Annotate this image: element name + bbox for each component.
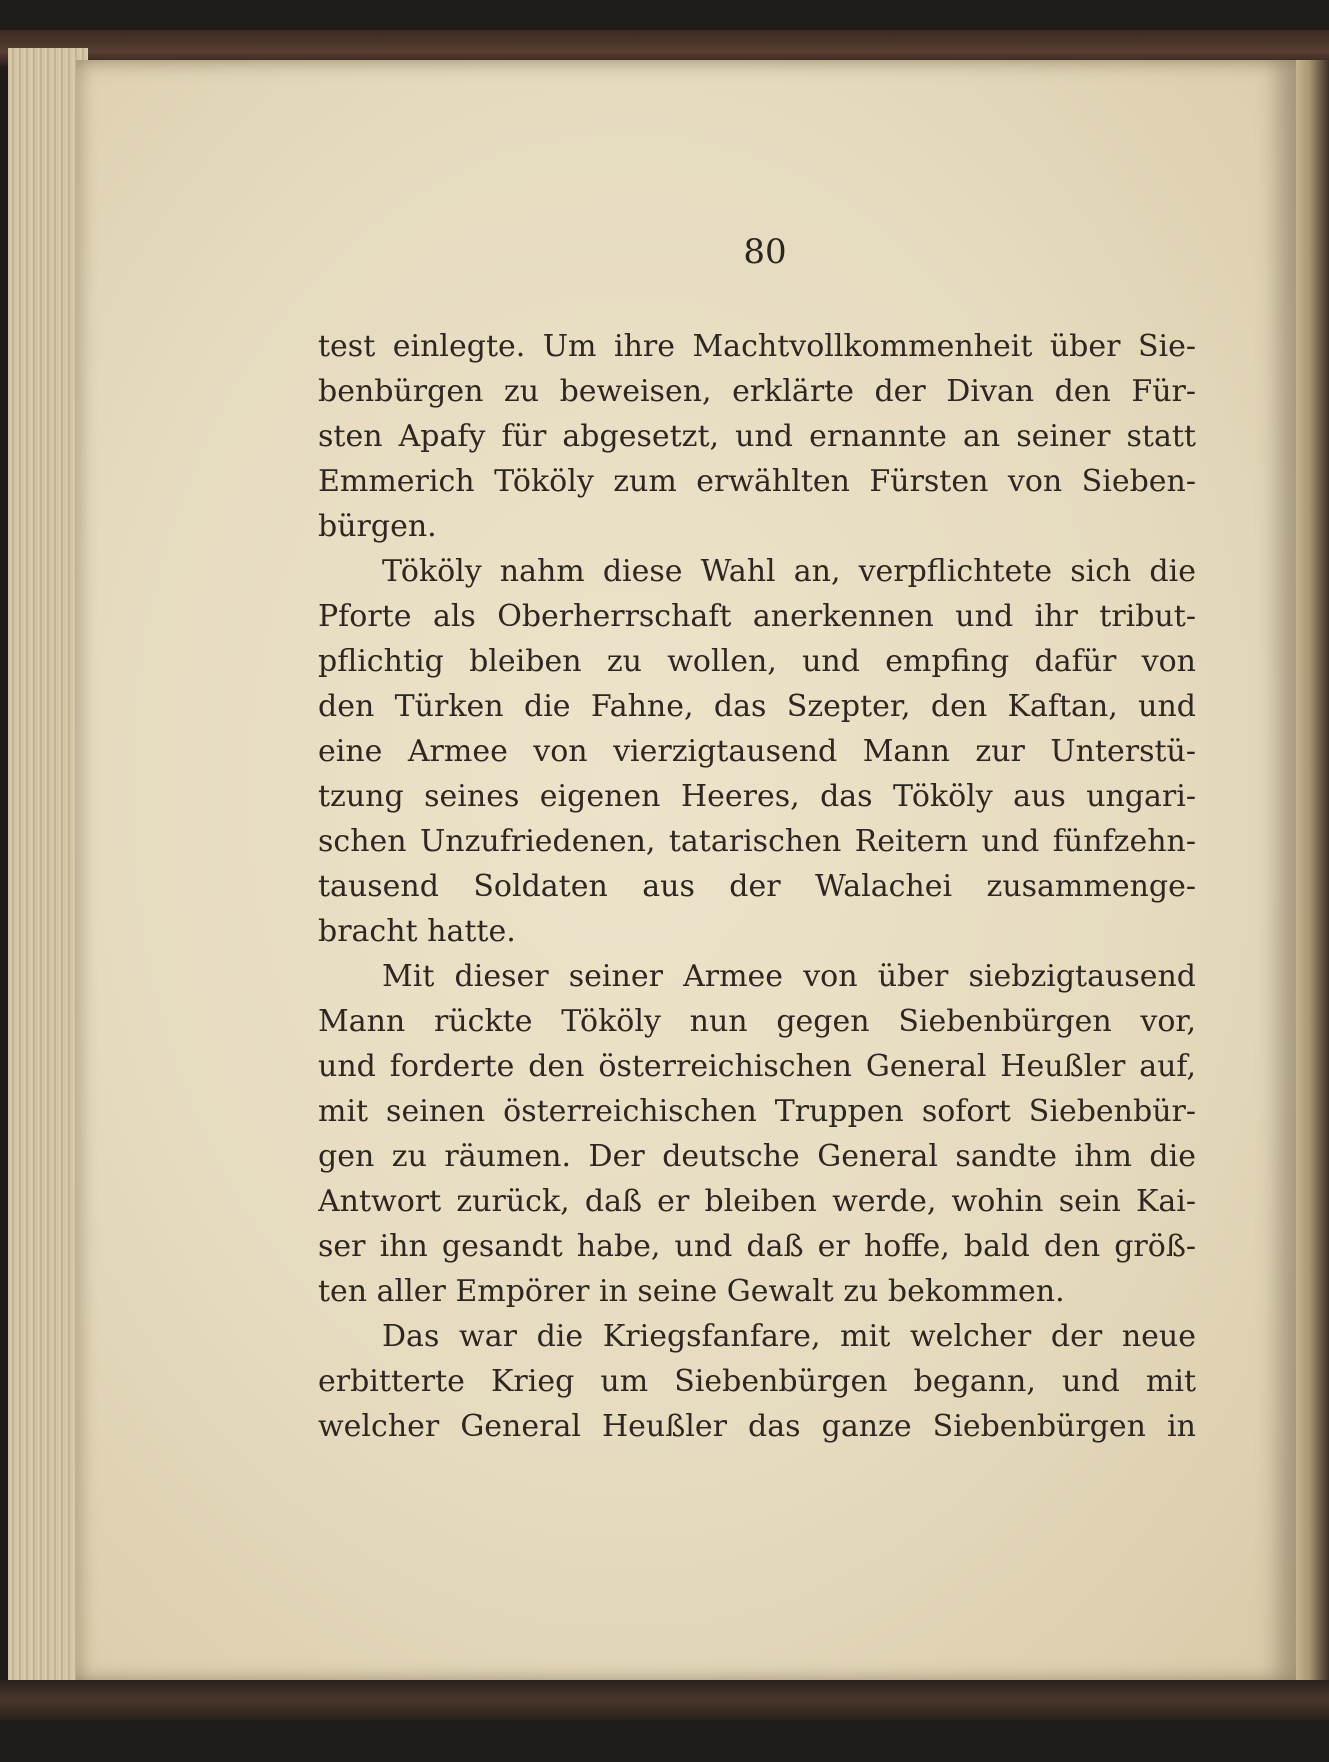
body-text xyxy=(318,324,1196,1449)
text-line: Das war die Kriegsfanfare, mit welcher der neue xyxy=(382,1319,1196,1354)
text-line: Emmerich Tököly zum erwählten Fürsten von Sieben- xyxy=(318,464,1196,499)
text-line: ten aller Empörer in seine Gewalt zu bekommen. xyxy=(318,1274,1065,1309)
text-line: Mit dieser seiner Armee von über siebzigtausend xyxy=(382,959,1196,994)
text-line: Pforte als Oberherrschaft anerkennen und ihr tribut- xyxy=(318,599,1196,634)
text-line: tausend Soldaten aus der Walachei zusammenge- xyxy=(318,869,1196,904)
text-line: welcher General Heußler das ganze Siebenbürgen in xyxy=(318,1409,1196,1444)
text-line: schen Unzufriedenen, tatarischen Reitern und fünfzehn- xyxy=(318,824,1196,859)
text-line: eine Armee von vierzigtausend Mann zur Unterstü- xyxy=(318,734,1196,769)
page-number: 80 xyxy=(743,232,787,272)
text-line: gen zu räumen. Der deutsche General sandte ihm die xyxy=(318,1139,1196,1174)
text-line: ser ihn gesandt habe, und daß er hoffe, bald den größ- xyxy=(318,1229,1196,1264)
text-line: tzung seines eigenen Heeres, das Tököly aus ungari- xyxy=(318,779,1196,814)
book-cover-bottom-edge xyxy=(0,1680,1329,1720)
page-fore-edge xyxy=(1296,60,1329,1680)
text-line: sten Apafy für abgesetzt, und ernannte an seiner statt xyxy=(318,419,1196,454)
text-line: und forderte den österreichischen General Heußler auf, xyxy=(318,1049,1196,1084)
text-line: Mann rückte Tököly nun gegen Siebenbürgen vor, xyxy=(318,1004,1196,1039)
text-line: test einlegte. Um ihre Machtvollkommenheit über Sie- xyxy=(318,329,1196,364)
text-line: Tököly nahm diese Wahl an, verpflichtete sich die xyxy=(382,554,1196,589)
text-line: mit seinen österreichischen Truppen sofort Siebenbür- xyxy=(318,1094,1196,1129)
text-line: den Türken die Fahne, das Szepter, den Kaftan, und xyxy=(318,689,1196,724)
text-line: erbitterte Krieg um Siebenbürgen begann, und mit xyxy=(318,1364,1196,1399)
text-line: bracht hatte. xyxy=(318,914,516,949)
text-line: Antwort zurück, daß er bleiben werde, wohin sein Kai- xyxy=(318,1184,1196,1219)
text-line: pflichtig bleiben zu wollen, und empfing dafür von xyxy=(318,644,1196,679)
text-line: bürgen. xyxy=(318,509,437,544)
text-line: benbürgen zu beweisen, erklärte der Divan den Für- xyxy=(318,374,1196,409)
